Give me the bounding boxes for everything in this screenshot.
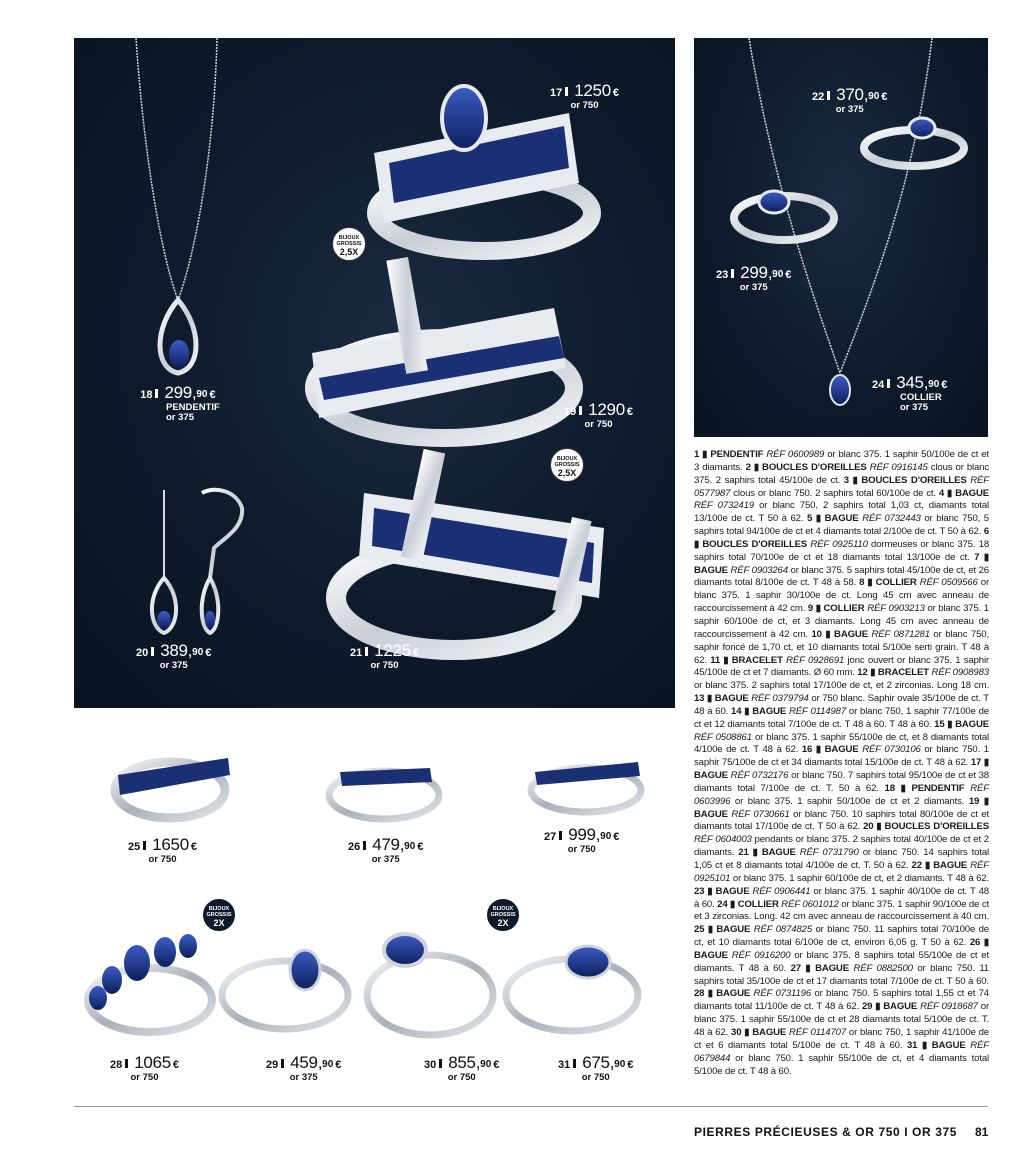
ring-30-image <box>367 934 493 1035</box>
ring-29-image <box>222 950 348 1029</box>
description-item: 25 ▮ BAGUE RÉF 0874825 or blanc 750. 11 saphirs total 70/100e de ct, et 10 diamants total 6/100e de ct, environ 6,05 g. T 50 à 62. <box>694 924 989 949</box>
description-item: 30 ▮ BAGUE RÉF 0114707 or blanc 750, 1 saphir 41/100e de ct et 6 diamants total 5/100e de ct. T 48 à 60. <box>694 1026 989 1051</box>
description-item: 13 ▮ BAGUE RÉF 0379794 or 750 blanc. Saphir ovale 35/100e de ct. T 48 à 60. <box>694 693 989 717</box>
description-item: 31 ▮ BAGUE RÉF 0679844 or blanc 750. 1 saphir 55/100e de ct, et 4 diamants total 5/100e de ct. T 48 à 60. <box>694 1039 989 1077</box>
price-19: 19 1290 € or 750 <box>564 400 633 430</box>
description-item: 5 ▮ BAGUE RÉF 0732443 or blanc 750, 5 saphirs total 94/100e de ct et 4 diamants total 2/100e de ct. T 50 à 62. <box>694 513 989 538</box>
ring-31-image <box>506 946 638 1031</box>
price-18: 18 299, 90 € PENDENTIF or 375 <box>140 383 220 423</box>
description-item: 9 ▮ COLLIER RÉF 0903213 or blanc 375. 1 saphir 60/100e de ct, et 3 diamants. Long 45 cm avec anneau de raccourcissement à 42 cm. <box>694 603 989 640</box>
price-26: 26 479, 90 € or 375 <box>348 835 424 865</box>
ring-23-image <box>734 191 834 240</box>
ring-28-image <box>88 934 212 1032</box>
ring-19-image <box>312 257 574 438</box>
description-item: 28 ▮ BAGUE RÉF 0731196 or blanc 750. 5 saphirs total 1,55 ct et 74 diamants total 11/100e de ct. T 48 à 62. <box>694 988 989 1013</box>
description-item: 18 ▮ PENDENTIF RÉF 0603996 or blanc 375. 1 saphir 50/100e de ct et 2 diamants. <box>694 782 989 807</box>
description-item: 6 ▮ BOUCLES D'OREILLES RÉF 0925110 dormeuses or blanc 375. 18 saphirs total 70/100e de ct et 18 diamants total 13/100e de ct. <box>694 526 990 563</box>
ring-25-image <box>115 758 230 818</box>
ring-17-image <box>374 86 592 251</box>
description-item: 23 ▮ BAGUE RÉF 0906441 or blanc 375. 1 saphir 40/100e de ct. T 48 à 60. <box>694 885 989 910</box>
enlarged-badge: BIJOUX GROSSIS 2X <box>202 898 236 932</box>
description-item: 8 ▮ COLLIER RÉF 0509566 or blanc 375. 1 saphir 30/100e de ct. Long 45 cm avec anneau de raccourcissement à 42 cm. <box>694 577 989 615</box>
jewelry-illustration-main <box>74 38 675 708</box>
footer-divider <box>74 1106 988 1107</box>
price-23: 23 299, 90 € or 375 <box>716 263 792 293</box>
description-item: 10 ▮ BAGUE RÉF 0871281 or blanc 750, saphir foncé de 1,70 ct, et 10 diamants total 5/100e serti grain. T 48 à 62. <box>694 628 989 666</box>
description-item: 16 ▮ BAGUE RÉF 0730106 or blanc 750. 1 saphir 75/100e de ct et 34 diamants total 15/100e de ct. T 48 à 62. <box>694 744 989 769</box>
earrings-20-image <box>152 490 242 633</box>
description-item: 2 ▮ BOUCLES D'OREILLES RÉF 0916145 clous or blanc 375. 2 saphirs total 45/100e de ct. <box>694 461 990 486</box>
description-item: 22 ▮ BAGUE RÉF 0925101 or blanc 375. 1 saphir 60/100e de ct, et 2 diamants. T 48 à 62. <box>694 860 989 884</box>
main-product-panel <box>74 38 675 708</box>
pendant-18-image <box>136 38 217 373</box>
description-item: 1 ▮ PENDENTIF RÉF 0600989 or blanc 375. 1 saphir 50/100e de ct et 3 diamants. <box>694 449 989 473</box>
price-29: 29 459, 90 € or 375 <box>266 1053 342 1083</box>
ring-27-image <box>531 762 641 812</box>
price-17: 17 1250 € or 750 <box>550 81 619 111</box>
price-21: 21 1225 € or 750 <box>350 641 419 671</box>
price-20: 20 389, 90 € or 375 <box>136 641 212 671</box>
description-item: 12 ▮ BRACELET RÉF 0908983 or blanc 375. 2 saphirs total 17/100e de ct, et 2 zirconias. Long 18 cm. <box>694 667 989 692</box>
description-item: 7 ▮ BAGUE RÉF 0903264 or blanc 375. 5 saphirs total 45/100e de ct, et 26 diamants total 8/100e de ct. T 48 à 58. <box>694 551 989 589</box>
description-item: 27 ▮ BAGUE RÉF 0882500 or blanc 750. 11 saphirs total 35/100e de ct et 17 diamants total 7/100e de ct. T 50 à 60. <box>694 962 989 987</box>
description-item: 17 ▮ BAGUE RÉF 0732176 or blanc 750. 7 saphirs total 95/100e de ct et 38 diamants total 7/100e de ct. T. 50 à 62. <box>694 757 989 794</box>
description-item: 3 ▮ BOUCLES D'OREILLES RÉF 0577987 clous or blanc 750. 2 saphirs total 60/100e de ct. <box>694 474 989 499</box>
description-item: 29 ▮ BAGUE RÉF 0918687 or blanc 375. 1 saphir 55/100e de ct et 28 diamants total 5/100e de ct. T. 48 à 62. <box>694 1001 989 1038</box>
description-item: 19 ▮ BAGUE RÉF 0730661 or blanc 750. 10 saphirs total 80/100e de ct et diamants total 17/100e de ct. T 50 à 62. <box>694 795 989 833</box>
product-descriptions <box>694 449 989 1078</box>
description-item: 14 ▮ BAGUE RÉF 0114987 or blanc 750, 1 saphir 77/100e de ct et 12 diamants total 7/100e de ct. T 48 à 60. T 48 à 60. <box>694 705 989 730</box>
enlarged-badge: BIJOUX GROSSIS 2,5X <box>550 448 584 482</box>
enlarged-badge: BIJOUX GROSSIS 2X <box>486 898 520 932</box>
price-30: 30 855, 90 € or 750 <box>424 1053 500 1083</box>
price-27: 27 999, 90 € or 750 <box>544 825 620 855</box>
right-product-panel <box>694 38 988 437</box>
price-28: 28 1065 € or 750 <box>110 1053 179 1083</box>
description-item: 15 ▮ BAGUE RÉF 0508861 or blanc 375. 1 saphir 55/100e de ct, et 8 diamants total 4/100e de ct. T 48 à 62. <box>694 718 989 756</box>
enlarged-badge: BIJOUX GROSSIS 2,5X <box>332 227 366 261</box>
description-item: 24 ▮ COLLIER RÉF 0601012 or blanc 375. 1 saphir 90/100e de ct et 3 zirconias. Long. 42 cm avec anneau de raccourcissement à 40 cm. <box>694 898 989 923</box>
price-31: 31 675, 90 € or 750 <box>558 1053 634 1083</box>
price-25: 25 1650 € or 750 <box>128 835 197 865</box>
description-item: 21 ▮ BAGUE RÉF 0731790 or blanc 750. 14 saphirs total 1,05 ct et 8 diamants total 4/100e de ct. T. 50 à 62. <box>694 847 989 871</box>
description-item: 11 ▮ BRACELET RÉF 0928691 jonc ouvert or blanc 375. 1 saphir 45/100e de ct et 7 diamants. Ø 60 mm. <box>694 654 989 679</box>
description-item: 20 ▮ BOUCLES D'OREILLES RÉF 0604003 pendants or blanc 375. 2 saphirs total 40/100e de ct et 2 diamants. <box>694 821 989 859</box>
price-22: 22 370, 90 € or 375 <box>812 85 888 115</box>
description-item: 26 ▮ BAGUE RÉF 0916200 or blanc 375. 8 saphirs total 55/100e de ct et diamants. T 48 à 60. <box>694 937 989 974</box>
description-item: 4 ▮ BAGUE RÉF 0732419 or blanc 750, 2 saphirs total 1,03 ct, diamants total 13/100e de ct. T 50 à 62. <box>694 487 989 525</box>
section-title: PIERRES PRÉCIEUSES & OR 750 I OR 375 <box>694 1125 958 1139</box>
ring-26-image <box>329 768 439 819</box>
page-number: 81 <box>975 1125 989 1139</box>
price-24: 24 345, 90 € COLLIER or 375 <box>872 373 948 413</box>
